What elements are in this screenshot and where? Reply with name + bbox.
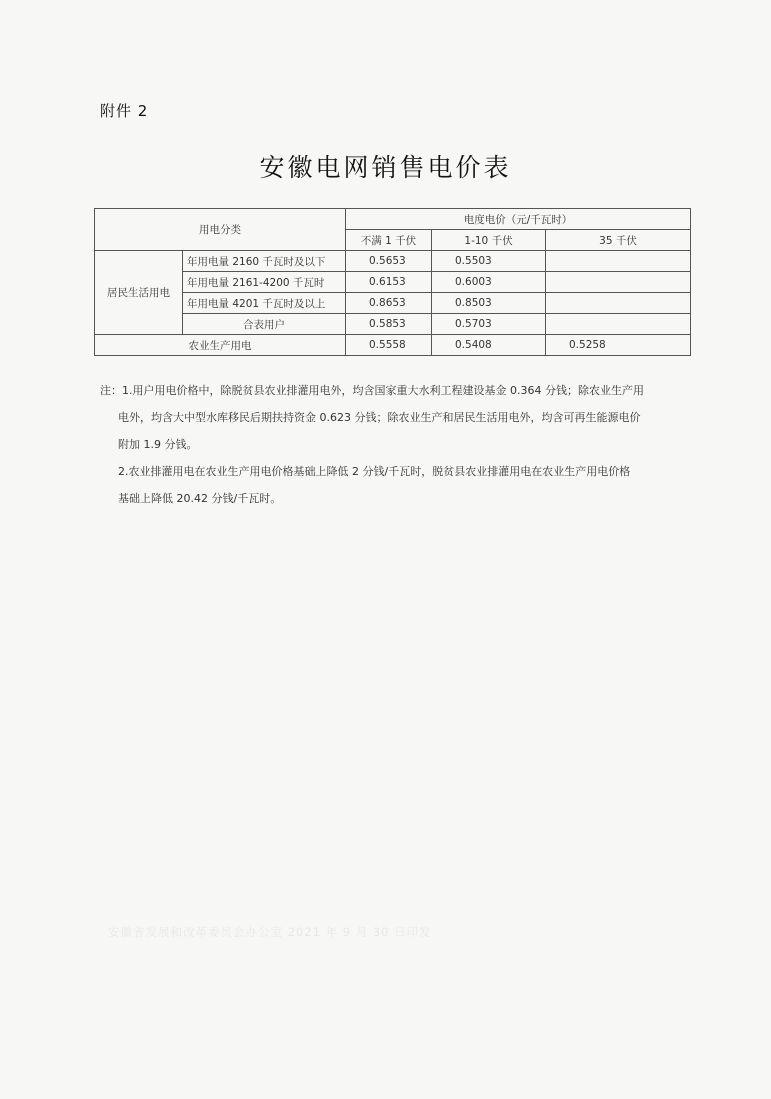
voltage-level-header: 不满 1 千伏 (346, 230, 432, 251)
note-line: 基础上降低 20.42 分钱/千瓦时。 (118, 492, 282, 505)
table-row (95, 272, 691, 293)
price-cell: 0.8503 (432, 293, 546, 314)
tier-label: 合表用户 (183, 314, 346, 335)
voltage-level-header: 35 千伏 (546, 230, 691, 251)
price-cell: 0.8653 (346, 293, 432, 314)
price-cell: 0.5653 (346, 251, 432, 272)
category-header: 用电分类 (95, 209, 346, 251)
notes-section (100, 377, 700, 512)
note-line: 附加 1.9 分钱。 (118, 438, 198, 451)
price-cell: 0.5503 (432, 251, 546, 272)
price-cell: 0.5408 (432, 335, 546, 356)
price-cell: 0.5558 (346, 335, 432, 356)
table-row (95, 251, 691, 272)
table-row (95, 314, 691, 335)
price-table (94, 208, 691, 356)
price-header: 电度电价（元/千瓦时） (346, 209, 691, 230)
note-line: 电外，均含大中型水库移民后期扶持资金 0.623 分钱；除农业生产和居民生活用电外，均含可再生能源电价 (118, 411, 641, 424)
price-cell (546, 314, 691, 335)
price-cell: 0.6003 (432, 272, 546, 293)
price-cell (546, 251, 691, 272)
table-row (95, 293, 691, 314)
price-cell (546, 293, 691, 314)
price-cell: 0.6153 (346, 272, 432, 293)
tier-label: 年用电量 2161-4200 千瓦时 (183, 272, 346, 293)
page-title: 安徽电网销售电价表 (259, 153, 512, 182)
price-cell: 0.5853 (346, 314, 432, 335)
tier-label: 年用电量 4201 千瓦时及以上 (183, 293, 346, 314)
voltage-level-header: 1-10 千伏 (432, 230, 546, 251)
attachment-label: 附件 2 (100, 102, 149, 120)
price-cell (546, 272, 691, 293)
residential-label: 居民生活用电 (95, 251, 183, 335)
faded-footer-text: 安徽省发展和改革委员会办公室 2021 年 9 月 30 日印发 (108, 925, 432, 939)
note-line: 2.农业排灌用电在农业生产用电价格基础上降低 2 分钱/千瓦时，脱贫县农业排灌用电在农业生产用电价格 (118, 465, 631, 478)
agriculture-label: 农业生产用电 (95, 335, 346, 356)
note-line: 注：1.用户用电价格中，除脱贫县农业排灌用电外，均含国家重大水利工程建设基金 0.364 分钱；除农业生产用 (100, 384, 644, 397)
price-cell: 0.5258 (546, 335, 691, 356)
table-row (95, 335, 691, 356)
tier-label: 年用电量 2160 千瓦时及以下 (183, 251, 346, 272)
table-header-row (95, 209, 691, 230)
price-cell: 0.5703 (432, 314, 546, 335)
